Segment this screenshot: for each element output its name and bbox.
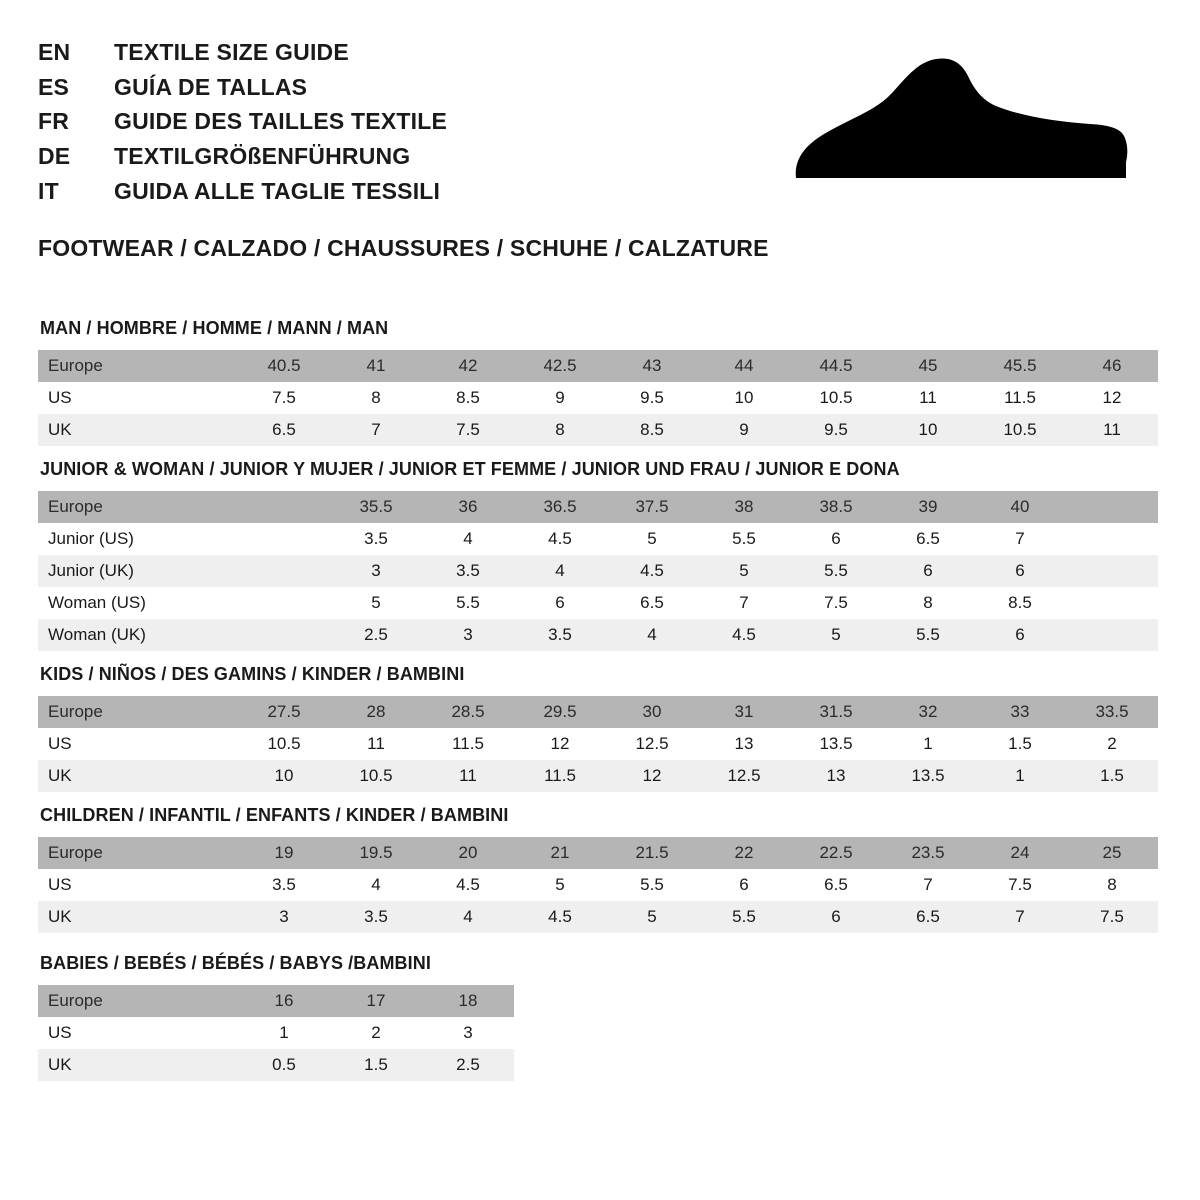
cell: 10: [882, 414, 974, 446]
row-label: Europe: [38, 491, 238, 523]
cell: 0.5: [238, 1049, 330, 1081]
language-title: GUIDA ALLE TAGLIE TESSILI: [114, 177, 441, 204]
cell: 6: [974, 555, 1066, 587]
cell: 46: [1066, 350, 1158, 382]
cell: 5: [606, 523, 698, 555]
cell: 12: [606, 760, 698, 792]
cell: 6: [790, 523, 882, 555]
cell: [1066, 555, 1158, 587]
cell: 3.5: [422, 555, 514, 587]
page-title: FOOTWEAR / CALZADO / CHAUSSURES / SCHUHE / CALZATURE: [38, 235, 769, 262]
cell: 6: [698, 869, 790, 901]
row-label: US: [38, 728, 238, 760]
cell: 7.5: [238, 382, 330, 414]
cell: 22: [698, 837, 790, 869]
cell: 18: [422, 985, 514, 1017]
cell: 3: [330, 555, 422, 587]
table-row: [38, 619, 1158, 651]
section-title: MAN / HOMBRE / HOMME / MANN / MAN: [40, 318, 389, 339]
cell: 8: [882, 587, 974, 619]
cell: 41: [330, 350, 422, 382]
cell: 40.5: [238, 350, 330, 382]
cell: 5.5: [422, 587, 514, 619]
row-label: Junior (UK): [38, 555, 238, 587]
cell: 11: [1066, 414, 1158, 446]
language-code: FR: [38, 108, 70, 135]
cell: 7: [882, 869, 974, 901]
language-row: [38, 140, 447, 173]
cell: 2.5: [330, 619, 422, 651]
table-row: [38, 728, 1158, 760]
table-row: [38, 1049, 514, 1081]
cell: 38.5: [790, 491, 882, 523]
cell: 35.5: [330, 491, 422, 523]
cell: 25: [1066, 837, 1158, 869]
cell: 24: [974, 837, 1066, 869]
cell: 6: [974, 619, 1066, 651]
row-label: Europe: [38, 837, 238, 869]
cell: 28: [330, 696, 422, 728]
cell: 44: [698, 350, 790, 382]
cell: 1.5: [330, 1049, 422, 1081]
cell: 4.5: [422, 869, 514, 901]
cell: 39: [882, 491, 974, 523]
cell: 17: [330, 985, 422, 1017]
cell: 22.5: [790, 837, 882, 869]
cell: 8.5: [606, 414, 698, 446]
cell: 5.5: [790, 555, 882, 587]
language-row: [38, 71, 447, 104]
row-label: Europe: [38, 985, 238, 1017]
cell: 19: [238, 837, 330, 869]
table-row: [38, 985, 514, 1017]
cell: [238, 619, 330, 651]
language-row: [38, 36, 447, 69]
cell: [1066, 491, 1158, 523]
cell: 4: [606, 619, 698, 651]
cell: 2: [1066, 728, 1158, 760]
section-babies: [38, 953, 1162, 1081]
cell: 12.5: [698, 760, 790, 792]
size-table-children: [38, 837, 1158, 933]
cell: 5.5: [882, 619, 974, 651]
cell: 1: [238, 1017, 330, 1049]
language-code: ES: [38, 73, 70, 100]
language-code: EN: [38, 39, 71, 65]
table-row: [38, 901, 1158, 933]
cell: 8: [330, 382, 422, 414]
cell: 9.5: [606, 382, 698, 414]
cell: 4: [330, 869, 422, 901]
cell: [238, 587, 330, 619]
cell: 8: [514, 414, 606, 446]
cell: 1.5: [1066, 760, 1158, 792]
table-row: [38, 555, 1158, 587]
cell: 4.5: [514, 901, 606, 933]
table-row: [38, 350, 1158, 382]
cell: 43: [606, 350, 698, 382]
cell: 6: [882, 555, 974, 587]
cell: 10: [698, 382, 790, 414]
cell: 11.5: [974, 382, 1066, 414]
cell: 10: [238, 760, 330, 792]
row-label: US: [38, 1017, 238, 1049]
cell: 21: [514, 837, 606, 869]
cell: 13: [698, 728, 790, 760]
cell: 5: [330, 587, 422, 619]
cell: 23.5: [882, 837, 974, 869]
cell: [1066, 619, 1158, 651]
cell: 4: [514, 555, 606, 587]
cell: 4.5: [698, 619, 790, 651]
cell: 20: [422, 837, 514, 869]
table-row: [38, 837, 1158, 869]
size-table-babies: [38, 985, 514, 1081]
cell: 16: [238, 985, 330, 1017]
cell: 33.5: [1066, 696, 1158, 728]
cell: 11.5: [422, 728, 514, 760]
cell: [238, 491, 330, 523]
row-label: Woman (US): [38, 587, 238, 619]
cell: 3.5: [238, 869, 330, 901]
cell: 13.5: [882, 760, 974, 792]
row-label: Woman (UK): [38, 619, 238, 651]
row-label: US: [38, 382, 238, 414]
cell: 6.5: [238, 414, 330, 446]
size-table-kids: [38, 696, 1158, 792]
language-code: IT: [38, 177, 59, 204]
cell: 19.5: [330, 837, 422, 869]
page-header: [38, 30, 1162, 207]
row-label: UK: [38, 1049, 238, 1081]
section-title: BABIES / BEBÉS / BÉBÉS / BABYS /BAMBINI: [40, 953, 431, 974]
cell: 3.5: [330, 901, 422, 933]
cell: 30: [606, 696, 698, 728]
language-title: GUIDE DES TAILLES TEXTILE: [114, 108, 447, 135]
size-table-junior-woman: [38, 491, 1158, 651]
cell: 9: [698, 414, 790, 446]
table-row: [38, 414, 1158, 446]
cell: 10.5: [974, 414, 1066, 446]
cell: 6: [790, 901, 882, 933]
cell: 5: [606, 901, 698, 933]
cell: 12: [1066, 382, 1158, 414]
table-row: [38, 1017, 514, 1049]
row-label: Europe: [38, 696, 238, 728]
cell: 5.5: [698, 523, 790, 555]
cell: [1066, 587, 1158, 619]
cell: 3: [422, 1017, 514, 1049]
section-man: [38, 318, 1162, 446]
cell: 10.5: [238, 728, 330, 760]
cell: 27.5: [238, 696, 330, 728]
cell: 45.5: [974, 350, 1066, 382]
cell: 10.5: [790, 382, 882, 414]
row-label: Europe: [38, 350, 238, 382]
table-row: [38, 382, 1158, 414]
cell: 28.5: [422, 696, 514, 728]
cell: 4: [422, 523, 514, 555]
cell: 4: [422, 901, 514, 933]
cell: 6.5: [790, 869, 882, 901]
cell: 12.5: [606, 728, 698, 760]
row-label: US: [38, 869, 238, 901]
language-row: [38, 105, 447, 138]
cell: 2.5: [422, 1049, 514, 1081]
section-children: [38, 805, 1162, 933]
table-row: [38, 869, 1158, 901]
section-title: KIDS / NIÑOS / DES GAMINS / KINDER / BAMBINI: [40, 664, 465, 685]
row-label: Junior (US): [38, 523, 238, 555]
cell: 11: [882, 382, 974, 414]
cell: 10.5: [330, 760, 422, 792]
cell: 7.5: [1066, 901, 1158, 933]
language-code: DE: [38, 142, 71, 169]
cell: 5: [514, 869, 606, 901]
cell: 9: [514, 382, 606, 414]
language-list: [38, 30, 447, 207]
cell: 6: [514, 587, 606, 619]
cell: 6.5: [882, 523, 974, 555]
cell: 13: [790, 760, 882, 792]
size-sections: [38, 318, 1162, 1081]
section-title: JUNIOR & WOMAN / JUNIOR Y MUJER / JUNIOR ET FEMME / JUNIOR UND FRAU / JUNIOR E DONA: [40, 459, 900, 480]
cell: 9.5: [790, 414, 882, 446]
cell: 6.5: [882, 901, 974, 933]
table-row: [38, 491, 1158, 523]
cell: 13.5: [790, 728, 882, 760]
cell: 5.5: [698, 901, 790, 933]
cell: 1.5: [974, 728, 1066, 760]
language-row: [38, 175, 447, 208]
section-kids: [38, 664, 1162, 792]
cell: 32: [882, 696, 974, 728]
cell: 1: [974, 760, 1066, 792]
row-label: UK: [38, 760, 238, 792]
language-title: TEXTILGRÖßENFÜHRUNG: [114, 142, 411, 169]
language-title: GUÍA DE TALLAS: [114, 73, 308, 100]
table-row: [38, 587, 1158, 619]
cell: 1: [882, 728, 974, 760]
cell: 8.5: [422, 382, 514, 414]
cell: [1066, 523, 1158, 555]
cell: 5: [698, 555, 790, 587]
cell: 44.5: [790, 350, 882, 382]
cell: 31: [698, 696, 790, 728]
cell: 42.5: [514, 350, 606, 382]
cell: 21.5: [606, 837, 698, 869]
cell: 42: [422, 350, 514, 382]
cell: 7.5: [974, 869, 1066, 901]
cell: 5.5: [606, 869, 698, 901]
cell: 36: [422, 491, 514, 523]
cell: 6.5: [606, 587, 698, 619]
table-row: [38, 760, 1158, 792]
cell: 7: [330, 414, 422, 446]
section-junior-woman: [38, 459, 1162, 651]
cell: 40: [974, 491, 1066, 523]
cell: 11.5: [514, 760, 606, 792]
cell: 4.5: [514, 523, 606, 555]
cell: 31.5: [790, 696, 882, 728]
cell: 8: [1066, 869, 1158, 901]
language-title: TEXTILE SIZE GUIDE: [114, 39, 349, 65]
cell: 7: [698, 587, 790, 619]
table-row: [38, 696, 1158, 728]
cell: 7: [974, 523, 1066, 555]
cell: 7.5: [790, 587, 882, 619]
row-label: UK: [38, 901, 238, 933]
cell: 3.5: [514, 619, 606, 651]
cell: 3.5: [330, 523, 422, 555]
cell: 11: [330, 728, 422, 760]
cell: 7.5: [422, 414, 514, 446]
cell: 12: [514, 728, 606, 760]
cell: 2: [330, 1017, 422, 1049]
cell: 29.5: [514, 696, 606, 728]
cell: 4.5: [606, 555, 698, 587]
row-label: UK: [38, 414, 238, 446]
table-row: [38, 523, 1158, 555]
cell: 5: [790, 619, 882, 651]
section-title: CHILDREN / INFANTIL / ENFANTS / KINDER / BAMBINI: [40, 805, 509, 826]
cell: 38: [698, 491, 790, 523]
dress-shoe-icon: [782, 30, 1162, 186]
cell: 33: [974, 696, 1066, 728]
cell: [238, 555, 330, 587]
cell: 11: [422, 760, 514, 792]
cell: 3: [422, 619, 514, 651]
cell: [238, 523, 330, 555]
size-table-man: [38, 350, 1158, 446]
cell: 36.5: [514, 491, 606, 523]
cell: 45: [882, 350, 974, 382]
cell: 8.5: [974, 587, 1066, 619]
cell: 7: [974, 901, 1066, 933]
cell: 37.5: [606, 491, 698, 523]
cell: 3: [238, 901, 330, 933]
